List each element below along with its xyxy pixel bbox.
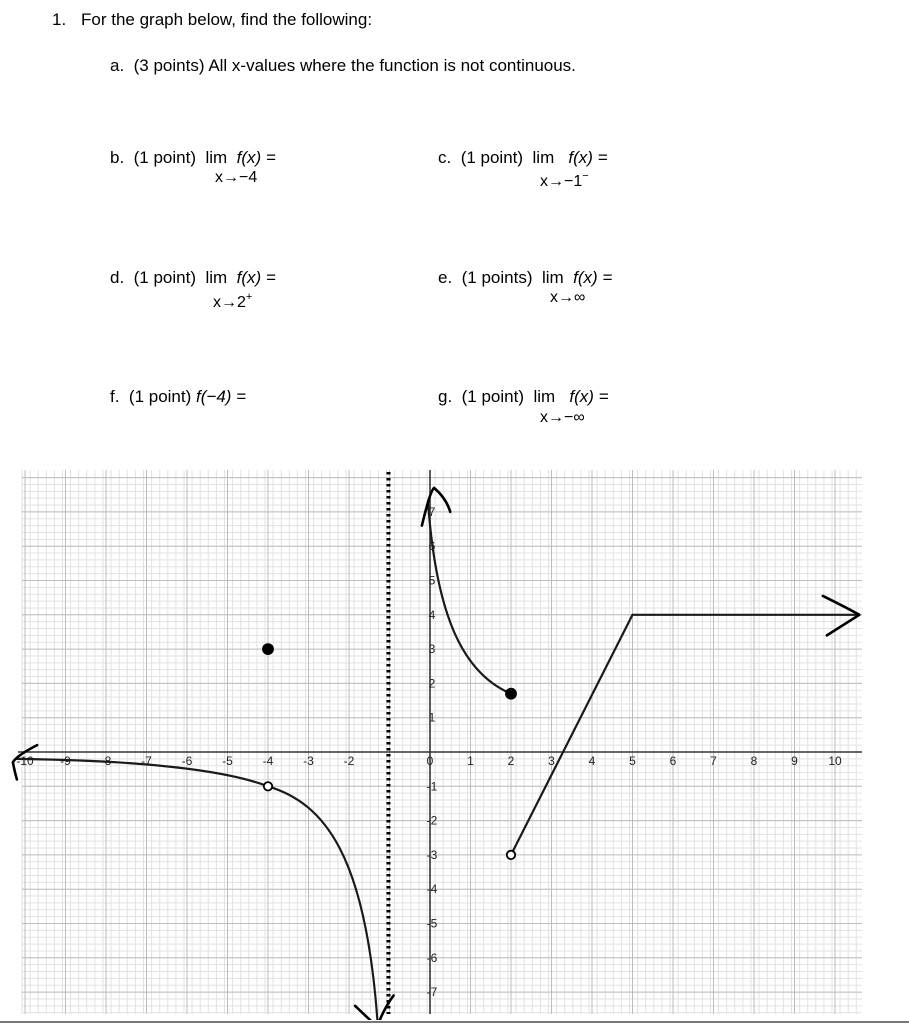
x-tick-label: -8 [100, 754, 112, 768]
part-d-approach: x→2+ [213, 291, 253, 311]
x-tick-label: 8 [750, 754, 758, 768]
part-g-label: g. [438, 387, 453, 406]
part-f-text: f(−4) = [196, 387, 247, 406]
x-tick-label: -2 [343, 754, 355, 768]
y-tick-label: -5 [426, 916, 438, 931]
part-g-func: f(x) = [569, 387, 609, 406]
part-c-points: (1 point) [460, 148, 524, 167]
question-number: 1. [52, 10, 67, 29]
y-tick-label: -2 [426, 813, 438, 828]
part-d-lim: lim [205, 268, 228, 287]
part-e-lim: lim [541, 268, 564, 287]
right-line-segment [511, 615, 633, 855]
part-b-points: (1 point) [133, 148, 197, 167]
x-tick-label: 7 [710, 754, 717, 768]
closed-point [263, 644, 273, 654]
x-tick-label: -5 [222, 754, 233, 768]
bottom-rule [0, 1021, 909, 1023]
x-tick-label: 0 [426, 754, 434, 768]
part-c-func: f(x) = [568, 148, 608, 167]
part-e [438, 268, 612, 288]
part-e-func: f(x) = [573, 268, 613, 287]
x-tick-label: -10 [16, 754, 34, 768]
part-b-lim: lim [205, 148, 228, 167]
part-a-text: All x-values where the function is not continuous. [208, 56, 576, 75]
x-tick-label: -4 [262, 754, 274, 768]
x-tick-label: -7 [141, 754, 152, 768]
x-tick-label: 3 [548, 754, 555, 768]
open-point [507, 851, 515, 859]
part-e-approach: x→∞ [550, 289, 586, 306]
y-tick-label: 2 [428, 676, 436, 691]
y-tick-label: -7 [426, 985, 438, 1000]
part-c-label: c. [438, 148, 452, 167]
middle-branch-curve [428, 502, 511, 694]
x-tick-label: 2 [507, 754, 515, 768]
x-tick-label: 9 [791, 754, 798, 768]
function-graph [0, 462, 909, 1020]
y-tick-label: -4 [426, 882, 438, 897]
part-f-label: f. [110, 387, 120, 406]
x-tick-label: -9 [60, 754, 71, 768]
x-tick-label: 6 [669, 754, 677, 768]
part-c-approach: x→−1− [540, 170, 589, 190]
part-e-label: e. [438, 268, 453, 287]
part-g [438, 387, 609, 407]
x-tick-label: 5 [629, 754, 636, 768]
top-arrowhead [422, 488, 450, 526]
part-c [438, 148, 608, 168]
part-d-label: d. [110, 268, 125, 287]
part-g-lim: lim [533, 387, 556, 406]
y-tick-label: 4 [428, 607, 436, 622]
grid-minor-lines [22, 470, 862, 1014]
y-tick-label: -3 [426, 847, 438, 862]
function-curves [13, 488, 859, 1020]
y-tick-label: 6 [428, 539, 436, 554]
y-tick-label: -6 [426, 950, 438, 965]
part-a-label: a. [110, 56, 125, 75]
y-tick-label: 7 [428, 504, 436, 519]
part-d [110, 268, 276, 288]
part-g-points: (1 point) [461, 387, 525, 406]
x-tick-label: -3 [303, 754, 314, 768]
y-tick-label [427, 1019, 438, 1020]
grid-major-lines [22, 470, 862, 1014]
part-e-points: (1 points) [461, 268, 533, 287]
part-b-func: f(x) = [236, 148, 276, 167]
part-b-approach: x→−4 [215, 169, 258, 186]
part-c-sup: − [582, 170, 589, 182]
y-tick-label: 1 [428, 710, 436, 725]
part-g-approach: x→−∞ [540, 409, 585, 426]
part-d-sup: + [245, 291, 253, 303]
part-b [110, 148, 276, 168]
x-tick-label: 1 [467, 754, 474, 768]
part-d-points: (1 point) [133, 268, 197, 287]
part-f-points: (1 point) [128, 387, 192, 406]
part-c-lim: lim [532, 148, 555, 167]
question-prompt: For the graph below, find the following: [81, 10, 373, 29]
x-tick-label: 10 [828, 754, 842, 768]
part-b-label: b. [110, 148, 125, 167]
closed-point [506, 689, 516, 699]
part-f [110, 387, 246, 407]
part-a-points: (3 points) [133, 56, 205, 75]
axes [18, 470, 862, 1014]
part-d-func: f(x) = [236, 268, 276, 287]
open-point [264, 782, 272, 790]
y-tick-label: 3 [428, 642, 436, 657]
y-tick-label: -1 [426, 779, 438, 794]
part-a [110, 56, 576, 76]
x-tick-label: -6 [181, 754, 193, 768]
y-tick-label: 5 [428, 573, 436, 588]
x-tick-label: 4 [588, 754, 596, 768]
